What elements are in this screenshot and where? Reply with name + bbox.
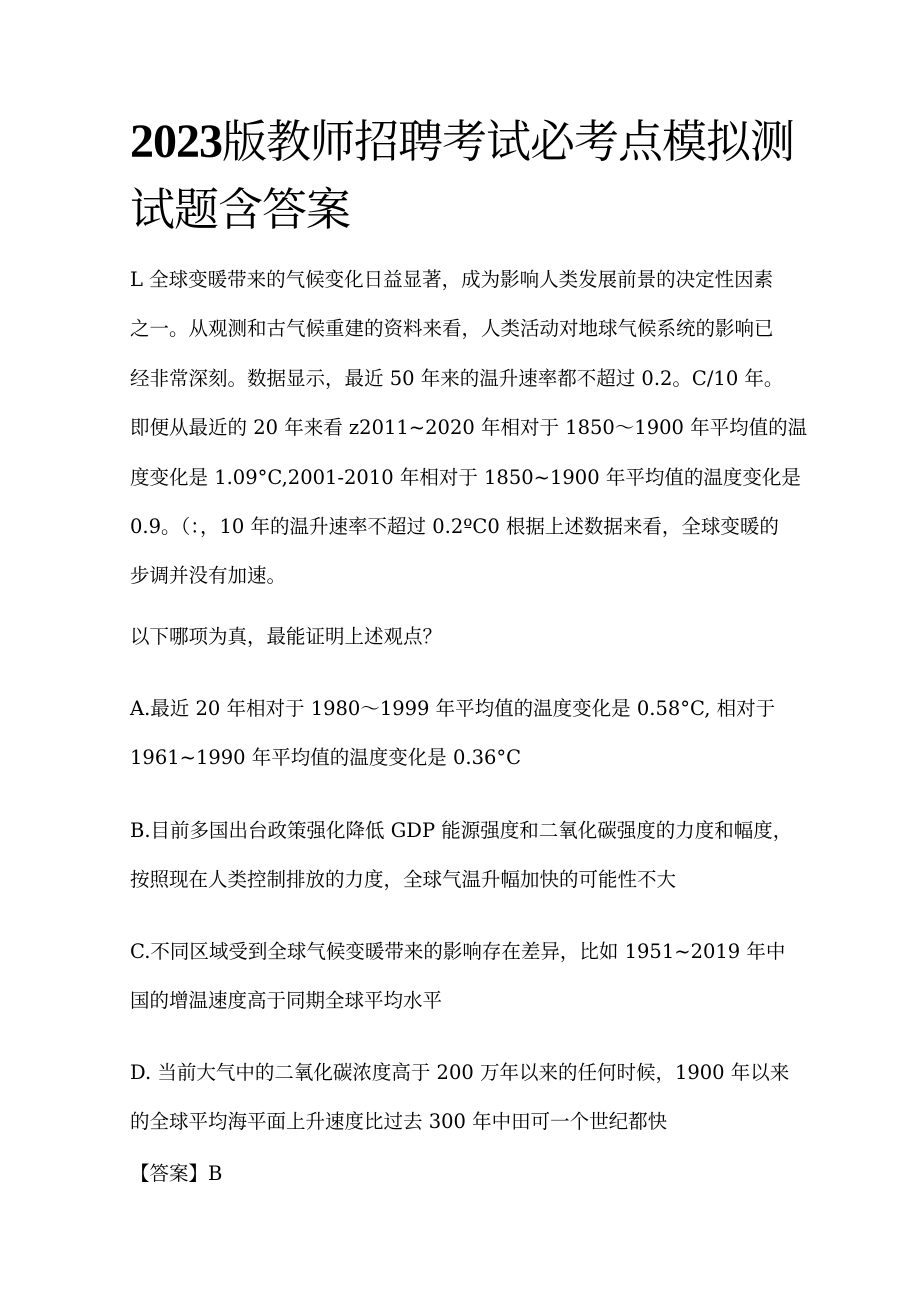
option-c-line: C.不同区域受到全球气候变暖带来的影响存在差异，比如 1951~2019 年中	[130, 940, 786, 963]
option-d	[130, 1048, 810, 1147]
passage-line: 步调并没有加速。	[130, 564, 287, 588]
document-title	[130, 108, 810, 244]
passage-line: L 全球变暖带来的气候变化日益显著，成为影响人类发展前景的决定性因素	[130, 268, 774, 291]
option-b-line: 按照现在人类控制排放的力度，全球气温升幅加快的可能性不大	[130, 868, 677, 892]
answer-text: 【答案】B	[130, 1162, 223, 1185]
answer-key	[130, 1149, 810, 1198]
question-prompt-text: 以下哪项为真，最能证明上述观点？	[130, 625, 443, 648]
option-d-line: D. 当前大气中的二氧化碳浓度高于 200 万年以来的任何时候，1900 年以来	[130, 1061, 790, 1084]
question-prompt	[130, 612, 810, 661]
option-a-line: 1961~1990 年平均值的温度变化是 0.36°C	[130, 746, 522, 770]
option-a	[130, 684, 810, 783]
option-c-line: 国的增温速度高于同期全球平均水平	[130, 989, 443, 1013]
title-line-2: 试题含答案	[130, 183, 351, 236]
question-passage	[130, 255, 810, 601]
passage-line: 即便从最近的 20 年来看 z2011~2020 年相对于 1850～1900 年平均值的温	[130, 416, 808, 440]
option-b-line: B.目前多国出台政策强化降低 GDP 能源强度和二氧化碳强度的力度和幅度，	[130, 819, 793, 842]
option-d-line: 的全球平均海平面上升速度比过去 300 年中田可一个世纪都快	[130, 1110, 668, 1134]
title-line-1-text: 版教师招聘考试必考点模拟测	[222, 115, 795, 168]
option-c	[130, 927, 810, 1026]
passage-line: 经非常深刻。数据显示，最近 50 年来的温升速率都不超过 0.2。C/10 年。	[130, 366, 784, 390]
title-year: 2023	[130, 115, 222, 168]
passage-line: 0.9。（：，10 年的温升速率不超过 0.2ºC0 根据上述数据来看，全球变暖的	[130, 515, 779, 539]
option-a-line: A.最近 20 年相对于 1980～1999 年平均值的温度变化是 0.58°C, 相对于	[130, 697, 776, 720]
option-b	[130, 806, 810, 905]
passage-line: 之一。从观测和古气候重建的资料来看，人类活动对地球气候系统的影响已	[130, 317, 774, 341]
passage-line: 度变化是 1.09°C,2001-2010 年相对于 1850~1900 年平均值的温度变化是	[130, 465, 801, 489]
title-line-1	[130, 108, 810, 176]
